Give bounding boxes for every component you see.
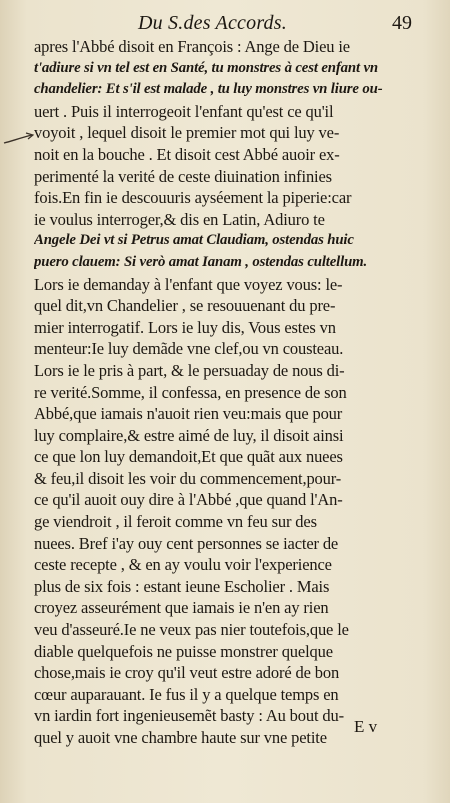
text-line: chose,mais ie croy qu'il veut estre adoré de bon [34, 663, 340, 683]
text-line: croyez asseurément que iamais ie n'en ay rien [34, 598, 329, 618]
text-line: chandelier: Et s'il est malade , tu luy monstres vn liure ou- [34, 81, 383, 98]
text-line: plus de six fois : estant ieune Escholier . Mais [34, 576, 330, 596]
text-line: quel dit,vn Chandelier , se resouuenant du pre- [34, 296, 336, 316]
margin-pointer-icon [2, 129, 38, 149]
running-title: Du S.des Accords. [138, 12, 287, 34]
text-line: re verité.Somme, il confessa, en presence de son [34, 382, 347, 402]
text-line: Angele Dei vt si Petrus amat Claudiam, ostendas huic [34, 232, 354, 249]
signature-mark: E v [354, 717, 378, 736]
text-line: & feu,il disoit les voir du commencement,pour- [34, 468, 342, 488]
text-line: t'adiure si vn tel est en Santé, tu monstres à cest enfant vn [34, 59, 378, 76]
text-line: ceste recepte , & en ay voulu voir l'experience [34, 555, 332, 575]
text-line: puero clauem: Si verò amat Ianam , ostendas cultellum. [34, 253, 368, 270]
text-line: apres l'Abbé disoit en François : Ange de Dieu ie [34, 37, 350, 56]
body-text [34, 36, 422, 749]
text-line: ce que lon luy demandoit,Et que quãt aux nuees [34, 447, 343, 467]
page-header [0, 8, 450, 38]
text-line: voyoit , lequel disoit le premier mot qui luy ve- [34, 123, 340, 143]
text-line: ce qu'il auoit ouy dire à l'Abbé ,que quand l'An- [34, 490, 343, 510]
text-line: luy complaire,& estre aimé de luy, il disoit ainsi [34, 425, 344, 445]
text-line: ge viendroit , il feroit comme vn feu sur des [34, 512, 317, 532]
text-line: menteur:Ie luy demãde vne clef,ou vn cousteau. [34, 339, 344, 359]
text-line: mier interrogatif. Lors ie luy dis, Vous estes vn [34, 317, 336, 337]
text-line: nuees. Bref i'ay ouy cent personnes se iacter de [34, 533, 339, 553]
text-line: fois.En fin ie descouuris ayséement la piperie:car [34, 188, 352, 208]
text-line: uert . Puis il interrogeoit l'enfant qu'est ce qu'il [34, 101, 334, 121]
text-line: cœur auparauant. Ie fus il y a quelque temps en [34, 684, 339, 704]
text-line: ie voulus interroger,& dis en Latin, Adiuro te [34, 209, 325, 229]
text-line: Lors ie demanday à l'enfant que voyez vous: le- [34, 274, 343, 294]
page-number: 49 [392, 12, 412, 34]
text-line: Lors ie le pris à part, & le persuaday de nous di- [34, 360, 345, 380]
text-line: noit en la bouche . Et disoit cest Abbé auoir ex- [34, 144, 340, 164]
text-line: diable quelquefois ne puisse monstrer quelque [34, 641, 333, 661]
text-line: vn iardin fort ingenieusemẽt basty : Au bout du- [34, 706, 344, 726]
text-line: perimenté la verité de ceste diuination infinies [34, 166, 332, 186]
text-line: Abbé,que iamais n'auoit rien veu:mais que pour [34, 404, 343, 424]
text-line: quel y auoit vne chambre haute sur vne petite [34, 728, 327, 747]
text-line: veu d'asseuré.Ie ne veux pas nier toutefois,que le [34, 620, 349, 640]
